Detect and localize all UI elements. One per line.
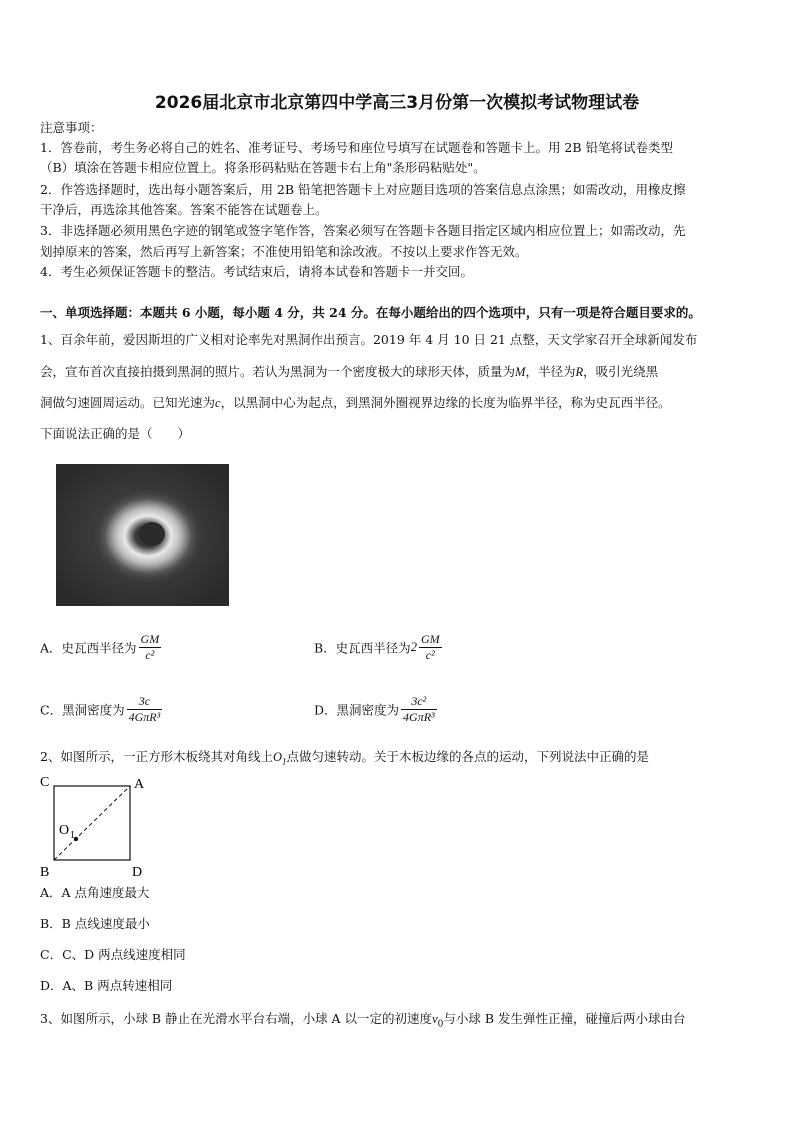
notice-line: 2．作答选择题时，选出每小题答案后，用 2B 铅笔把答题卡上对应题目选项的答案信息点涂黑；如需改动，用橡皮擦 bbox=[40, 182, 686, 197]
notice-line: 划掉原来的答案，然后再写上新答案；不准使用铅笔和涂改液。不按以上要求作答无效。 bbox=[40, 244, 528, 259]
q1-stem-line: 会，宣布首次直接拍摄到黑洞的照片。若认为黑洞为一个密度极大的球形天体，质量为M，半径为R，吸引光绕黑 bbox=[40, 364, 659, 379]
notice-heading: 注意事项： bbox=[40, 120, 103, 135]
q2-option-d[interactable]: D．A、B 两点转速相同 bbox=[40, 978, 173, 993]
label-c: C bbox=[40, 775, 50, 790]
q1-option-c[interactable]: C．黑洞密度为 $\frac{3c}{\text{4GπR³}}$ bbox=[40, 694, 161, 724]
label-d: D bbox=[132, 865, 143, 880]
square-board-diagram bbox=[36, 772, 156, 880]
q1-option-b[interactable]: B．史瓦西半径为2 $\frac{GM}{\text{c²}}$ bbox=[314, 632, 440, 662]
page-title: 2026届北京市北京第四中学高三3月份第一次模拟考试物理试卷 bbox=[154, 93, 640, 113]
q1-option-d[interactable]: D．黑洞密度为 $\frac{\text{3c²}}{\text{4GπR³}}$ bbox=[314, 694, 435, 724]
notice-line: 干净后，再选涂其他答案。答案不能答在试题卷上。 bbox=[40, 202, 328, 217]
var-mass: M bbox=[515, 365, 526, 379]
var-speed: c bbox=[215, 396, 221, 410]
q1-question: 下面说法正确的是（ ） bbox=[40, 426, 191, 441]
notice-line: （B）填涂在答题卡相应位置上。将条形码粘贴在答题卡右上角"条形码粘贴处"。 bbox=[40, 160, 486, 175]
label-b: B bbox=[40, 865, 50, 880]
q2-option-a[interactable]: A．A 点角速度最大 bbox=[40, 885, 150, 900]
q1-stem-line: 洞做匀速圆周运动。已知光速为c，以黑洞中心为起点，到黑洞外圈视界边缘的长度为临界半径，称为史瓦西半径。 bbox=[40, 395, 671, 410]
q2-option-c[interactable]: C．C、D 两点线速度相同 bbox=[40, 947, 186, 962]
q2-option-b[interactable]: B．B 点线速度最小 bbox=[40, 916, 150, 931]
label-o-sub: 1 bbox=[70, 830, 75, 841]
q2-stem: 2、如图所示，一正方形木板绕其对角线上$O_1$点做匀速转动。关于木板边缘的各点的运动，下列说法中正确的是 bbox=[40, 749, 650, 767]
label-o: O bbox=[59, 823, 70, 838]
q1-option-a[interactable]: A．史瓦西半径为 $\frac{GM}{\text{c²}}$ bbox=[40, 632, 160, 662]
section-heading: 一、单项选择题：本题共 6 小题，每小题 4 分，共 24 分。在每小题给出的四个选项中，只有一项是符合题目要求的。 bbox=[40, 305, 701, 320]
notice-line: 1．答卷前，考生务必将自己的姓名、准考证号、考场号和座位号填写在试题卷和答题卡上。用 2B 铅笔将试卷类型 bbox=[40, 140, 674, 155]
label-a: A bbox=[134, 777, 145, 792]
q3-stem: 3、如图所示，小球 B 静止在光滑水平台右端，小球 A 以一定的初速度$v_0$与小球 B 发生弹性正撞，碰撞后两小球由台 bbox=[40, 1011, 686, 1030]
black-hole-image bbox=[56, 464, 229, 606]
q1-stem-line: 1、百余年前，爱因斯坦的广义相对论率先对黑洞作出预言。2019 年 4 月 10 日 21 点整，天文学家召开全球新闻发布 bbox=[40, 332, 698, 347]
var-radius: R bbox=[575, 365, 584, 379]
notice-line: 3．非选择题必须用黑色字迹的钢笔或签字笔作答，答案必须写在答题卡各题目指定区域内相应位置上；如需改动，先 bbox=[40, 223, 686, 238]
notice-line: 4．考生必须保证答题卡的整洁。考试结束后，请将本试卷和答题卡一并交回。 bbox=[40, 264, 473, 279]
